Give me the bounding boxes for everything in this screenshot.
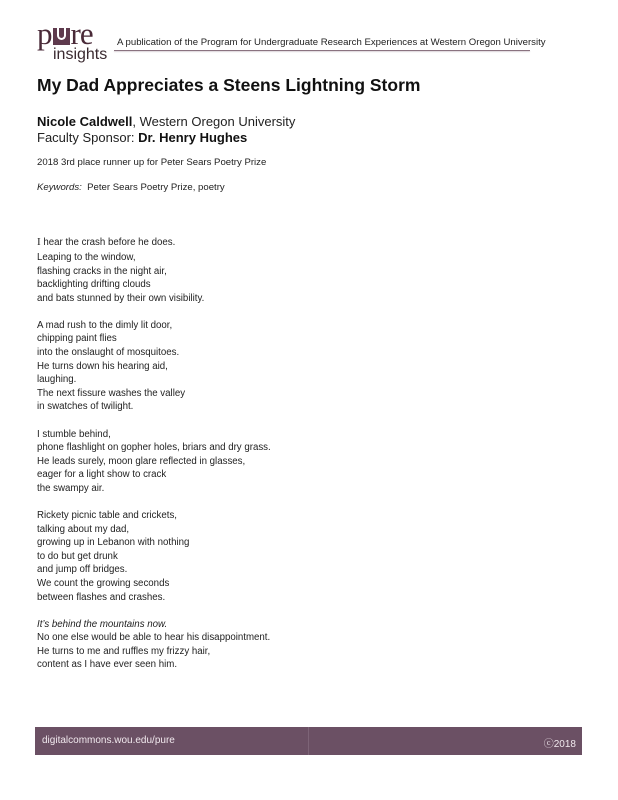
poem-line: We count the growing seconds [37,577,170,589]
poem-line: A mad rush to the dimly lit door, [37,319,173,331]
logo-subtitle: insights [53,46,108,63]
poem-line: flashing cracks in the night air, [37,265,167,277]
poem-line: The next fissure washes the valley [37,387,186,399]
footer-copyright: ⓒ2018 [543,739,576,750]
stanza-5 [37,618,271,672]
keywords-value: Peter Sears Poetry Prize, poetry [87,182,225,193]
poem-line: content as I have ever seen him. [37,659,178,671]
poem-line: No one else would be able to hear his disappointment. [37,632,271,644]
footer-url-link[interactable]: digitalcommons.wou.edu/pure [42,735,175,746]
poem-line: Rickety picnic table and crickets, [37,510,177,521]
author-line [37,114,295,130]
poem-line: between flashes and crashes. [37,591,166,603]
logo-suffix: re [70,16,93,51]
stanza-4 [37,509,271,604]
pure-insights-logo [37,16,109,65]
footer-bar [35,727,582,755]
sponsor-name: Dr. Henry Hughes [138,130,248,145]
stanza-1 [37,234,271,305]
logo-prefix: p [37,16,52,51]
poem-line: and bats stunned by their own visibility. [37,292,205,304]
poem-line: It’s behind the mountains now. [37,618,168,630]
sponsor-line [37,130,247,146]
logo-u-block-icon [53,28,70,45]
article-title: My Dad Appreciates a Steens Lightning Storm [37,75,421,95]
poem-line: He turns down his hearing aid, [37,360,168,372]
award-note: 2018 3rd place runner up for Peter Sears Poetry Prize [37,157,267,168]
poem-line: He leads surely, moon glare reflected in glasses, [37,455,246,467]
poem-line: and jump off bridges. [37,564,128,576]
publication-tagline: A publication of the Program for Undergraduate Research Experiences at Western Oregon University [117,37,546,48]
stanza-2 [37,319,271,414]
keywords-line [37,182,225,193]
poem-line: talking about my dad, [37,523,130,535]
poem-line: phone flashlight on gopher holes, briars and dry grass. [37,442,271,454]
poem-line: I stumble behind, [37,428,111,440]
poem-line: to do but get drunk [37,550,118,562]
poem-line: laughing. [37,374,77,386]
poem-line: He turns to me and ruffles my frizzy hair, [37,645,211,657]
poem-line: into the onslaught of mosquitoes. [37,347,180,359]
footer-divider [308,727,309,755]
poem-line: eager for a light show to crack [37,469,167,481]
drop-letter: I [37,236,41,248]
poem-line: Leaping to the window, [37,252,136,263]
poem-line-text: hear the crash before he does. [40,237,176,248]
header-rule [114,50,530,51]
poem-line: backlighting drifting clouds [37,279,151,291]
sponsor-label: Faculty Sponsor: [37,130,139,145]
stanza-3 [37,428,271,496]
poem-line: growing up in Lebanon with nothing [37,537,190,549]
author-affiliation: , Western Oregon University [132,114,296,129]
poem-line [37,234,271,251]
poem-line: the swampy air. [37,482,105,494]
poem-line: chipping paint flies [37,333,117,345]
poem-body [37,234,271,686]
poem-line: in swatches of twilight. [37,401,134,413]
author-name: Nicole Caldwell [37,114,133,129]
keywords-label: Keywords: [37,182,82,193]
